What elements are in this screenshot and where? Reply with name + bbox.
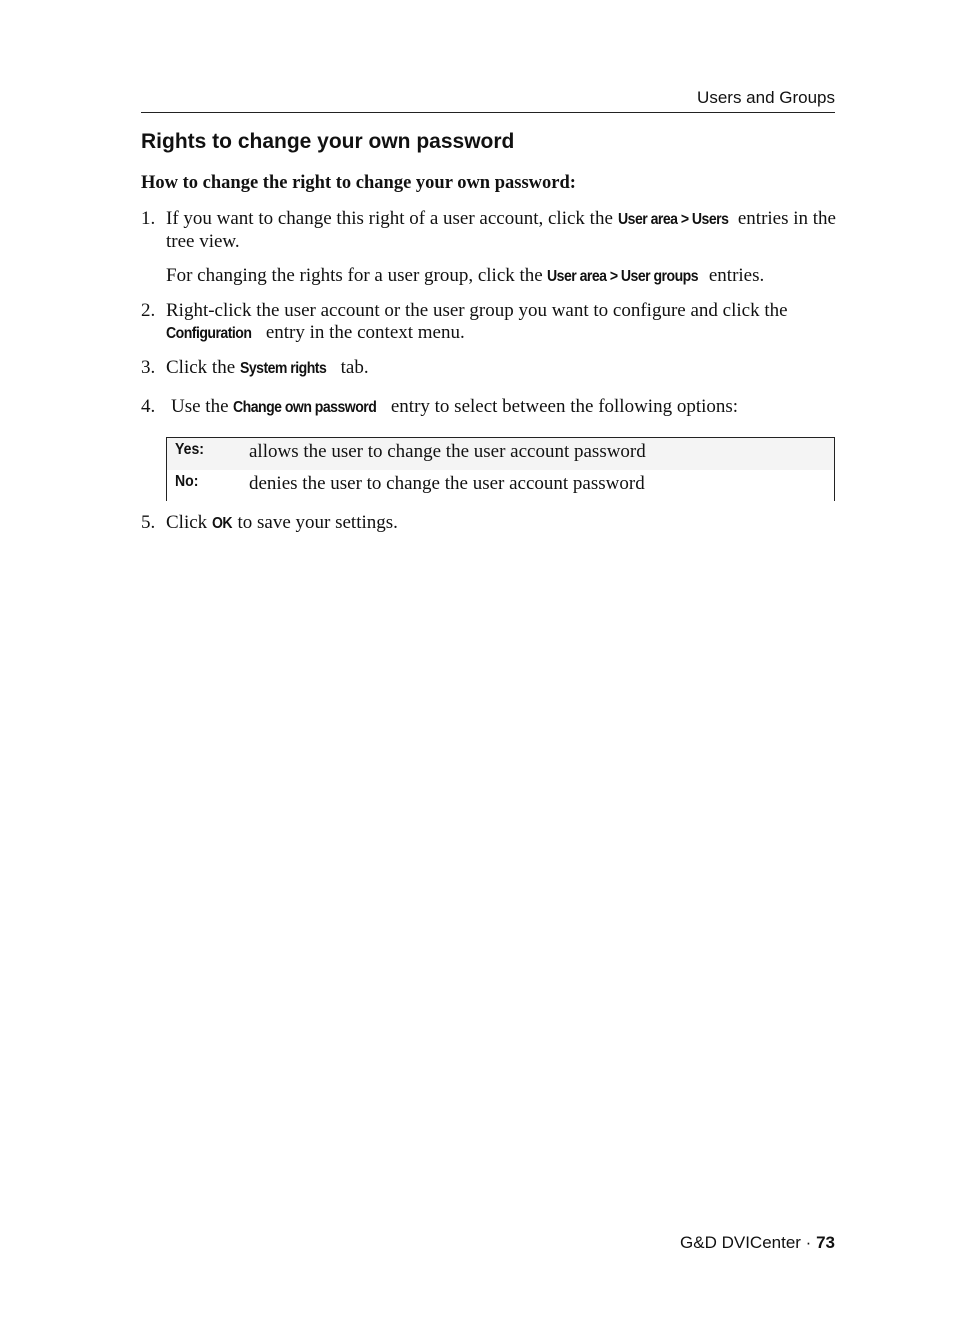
ui-term: User area > Users [617, 211, 729, 228]
footer-product: G&D DVICenter · [680, 1233, 817, 1252]
step-text [166, 357, 838, 380]
step-text [166, 208, 838, 253]
option-description: denies the user to change the user account password [249, 473, 645, 494]
step-text [171, 396, 843, 419]
step-number: 5. [141, 512, 156, 533]
note-text-pre: For changing the rights for a user group, click the [166, 265, 548, 286]
ui-term: User area > User groups [547, 268, 699, 285]
step-text-pre: Use the [171, 396, 234, 417]
step-text-post: entries in the tree view. [166, 208, 836, 252]
step-text-post: tab. [335, 357, 369, 378]
option-description: allows the user to change the user account password [249, 441, 646, 462]
option-key: Yes: [175, 441, 204, 458]
step-number: 2. [141, 300, 156, 321]
step-number: 4. [141, 396, 156, 417]
ui-term: Change own password [233, 399, 377, 416]
step-text-pre: If you want to change this right of a user account, click the [166, 208, 618, 229]
step-text-pre: Click the [166, 357, 240, 378]
ui-term: Configuration [166, 325, 252, 342]
step-text-pre: Click [166, 512, 212, 533]
ui-term: OK [211, 515, 232, 532]
step-text-pre: Right-click the user account or the user group you want to configure and click the [166, 300, 788, 321]
step-text-post: entry to select between the following options: [386, 396, 739, 417]
page-number: 73 [816, 1233, 835, 1252]
step-1-note [166, 265, 838, 288]
ui-term: System rights [239, 360, 327, 377]
running-header: Users and Groups [697, 88, 835, 107]
page-footer [680, 1233, 835, 1253]
note-text-post: entries. [704, 265, 765, 286]
step-text-post: to save your settings. [232, 512, 398, 533]
option-key: No: [175, 473, 199, 490]
howto-heading: How to change the right to change your own password: [141, 173, 576, 193]
step-number: 1. [141, 208, 156, 229]
step-text [166, 300, 838, 345]
header-rule [141, 112, 835, 113]
table-row [167, 470, 834, 502]
section-title: Rights to change your own password [141, 130, 515, 153]
step-text [166, 512, 838, 535]
step-text-post: entry in the context menu. [261, 322, 465, 343]
options-table [166, 437, 835, 501]
table-row [167, 438, 834, 470]
step-number: 3. [141, 357, 156, 378]
